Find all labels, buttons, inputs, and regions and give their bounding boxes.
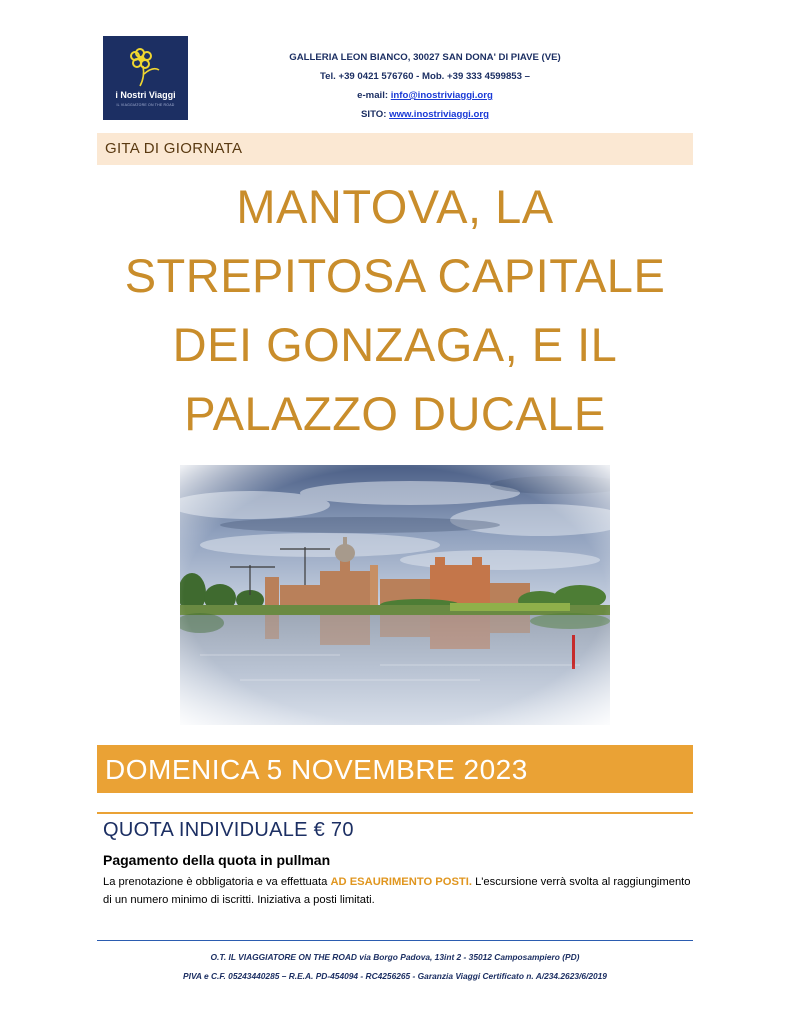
details-part-2: L'escursione verrà svolta al raggiungimento di un numero minimo di iscritti. Iniziativa a posti limitati. (103, 876, 691, 906)
title-line-3: DEI GONZAGA, E IL (172, 318, 618, 371)
flower-icon (125, 44, 165, 88)
footer (97, 948, 693, 986)
event-date-bar (97, 745, 693, 793)
day-type-bar (97, 133, 693, 165)
contact-email-row (210, 86, 640, 105)
divider (97, 812, 693, 814)
title-line-4: PALAZZO DUCALE (184, 387, 606, 440)
email-link[interactable]: info@inostriviaggi.org (390, 90, 493, 101)
booking-details (103, 873, 693, 909)
title-line-1: MANTOVA, LA (236, 180, 554, 233)
contact-block (210, 48, 640, 124)
page-title (97, 172, 693, 448)
footer-line-2: PIVA e C.F. 05243440285 – R.E.A. PD-454094 - RC4256265 - Garanzia Viaggi Certificato n. A/234.2623/6/2019 (183, 971, 607, 981)
contact-site-row (210, 105, 640, 124)
site-label: SITO: (361, 109, 390, 120)
title-line-2: STREPITOSA CAPITALE (124, 249, 666, 302)
day-type-label: GITA DI GIORNATA (105, 140, 243, 157)
details-highlight: AD ESAURIMENTO POSTI. (330, 876, 472, 888)
contact-phone: Tel. +39 0421 576760 - Mob. +39 333 4599853 – (320, 71, 530, 82)
footer-line-1: O.T. IL VIAGGIATORE ON THE ROAD via Borgo Padova, 13int 2 - 35012 Camposampiero (PD) (210, 952, 580, 962)
contact-address: GALLERIA LEON BIANCO, 30027 SAN DONA' DI PIAVE (VE) (289, 52, 561, 63)
footer-divider (97, 940, 693, 941)
site-link[interactable]: www.inostriviaggi.org (389, 109, 489, 120)
brand-logo (103, 36, 188, 120)
payment-note: Pagamento della quota in pullman (103, 852, 331, 868)
email-label: e-mail: (357, 90, 391, 101)
details-part-1: La prenotazione è obbligatoria e va effettuata (103, 876, 331, 888)
price-label: QUOTA INDIVIDUALE € 70 (103, 819, 354, 841)
brand-tagline: IL VIAGGIATORE ON THE ROAD (116, 103, 175, 107)
event-date: DOMENICA 5 NOVEMBRE 2023 (105, 754, 528, 785)
brand-name: i Nostri Viaggi (115, 90, 176, 100)
mantova-lake-photo (180, 465, 610, 725)
